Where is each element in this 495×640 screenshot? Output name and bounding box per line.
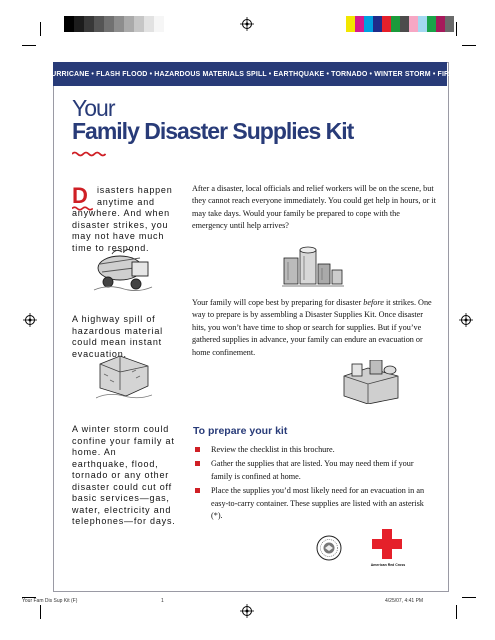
winter-storm-illustration-icon [96, 354, 152, 400]
crop-mark [462, 45, 476, 46]
emergency-supplies-illustration-icon [282, 244, 344, 290]
hazard-banner [45, 62, 455, 86]
crop-mark [456, 605, 457, 619]
registration-mark-icon [240, 604, 254, 618]
registration-mark-icon [459, 313, 473, 327]
prepare-checklist [193, 444, 433, 524]
crop-mark [456, 22, 457, 36]
boxed-supplies-illustration-icon [340, 360, 404, 404]
footer-file-name: Your Fam Dis Sup Kit (F) [22, 598, 78, 604]
caption-hazmat-spill: A highway spill of hazardous material could mean instant evacuation. [72, 314, 163, 359]
footer-timestamp: 4/25/07, 4:41 PM [385, 598, 424, 604]
intro-text: isasters happen anytime and anywhere. And when disaster strikes, you may not have much time to respond. [72, 185, 173, 253]
hazmat-truck-illustration-icon [92, 246, 154, 296]
list-item: Review the checklist in this brochure. [193, 444, 433, 456]
page-title: Family Disaster Supplies Kit [72, 118, 354, 144]
crop-mark [40, 22, 41, 36]
list-item: Place the supplies you’d most likely need for an evacuation in an easy-to-carry container. These supplies are listed with an asterisk (*). [193, 485, 433, 522]
title-line-1: Your [72, 95, 115, 121]
section-heading-prepare: To prepare your kit [193, 425, 288, 437]
crop-mark [462, 597, 476, 598]
drop-cap: D [72, 186, 93, 206]
intro-paragraph [72, 185, 176, 254]
caption-winter-storm: A winter storm could confine your family at home. An earthquake, flood, tornado or any other disaster could cut off basic services—gas, water, electricity and telephones—for days. [72, 424, 176, 526]
red-cross-logo-icon [370, 527, 404, 565]
red-wave-icon [72, 206, 93, 211]
list-item: Gather the supplies that are listed. You may need them if your family is confined at home. [193, 458, 433, 483]
hazard-banner-text: HURRICANE • FLASH FLOOD • HAZARDOUS MATERIALS SPILL • EARTHQUAKE • TORNADO • WINTER STORM • FIRE [45, 70, 455, 78]
footer-page-number: 1 [161, 598, 164, 604]
crop-mark [40, 605, 41, 619]
color-calibration-bar [346, 16, 454, 32]
crop-mark [22, 45, 36, 46]
fema-seal-icon [316, 535, 342, 561]
paragraph-after-disaster: After a disaster, local officials and relief workers will be on the scene, but they cannot reach everyone immediately. You could get help in hours, or it may take days. Would your family be prepared to cope with the emergency until help arrives? [192, 184, 436, 231]
paragraph-prepare-before: Your family will cope best by preparing for disaster before it strikes. One way to prepare is by assembling a Disaster Supplies Kit. Once disaster hits, you won’t have time to shop or search for supplies. But if you’ve gathered supplies in advance, your family can endure an evacuation or home confinement. [192, 298, 432, 357]
red-cross-label: American Red Cross [370, 563, 406, 567]
grayscale-calibration-bar [64, 16, 164, 32]
registration-mark-icon [240, 17, 254, 31]
red-wave-icon [72, 151, 106, 157]
registration-mark-icon [23, 313, 37, 327]
